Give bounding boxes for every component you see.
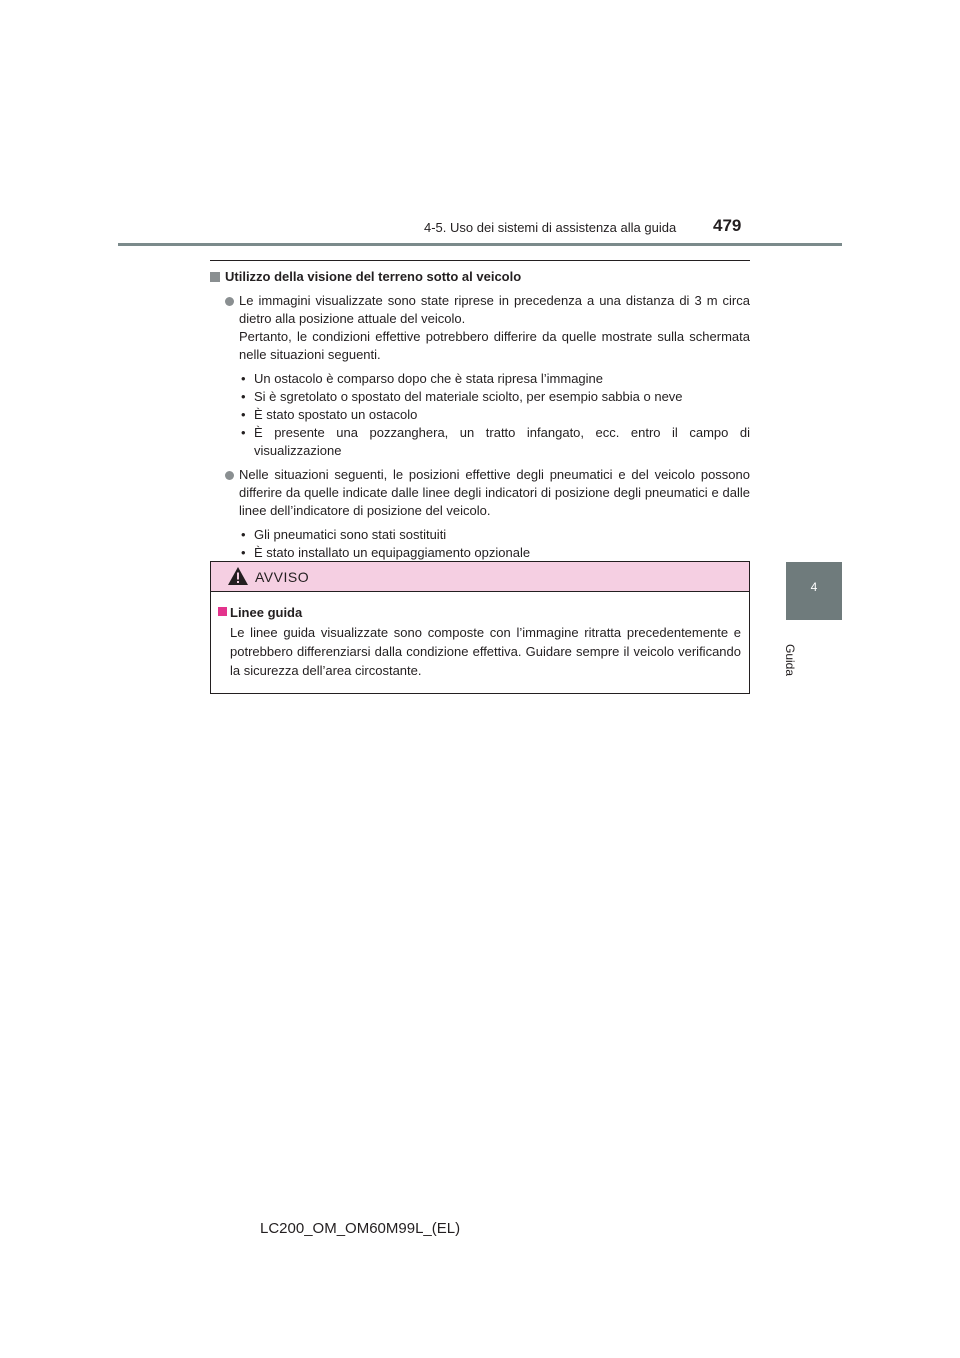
chapter-tab bbox=[786, 562, 842, 620]
list-item: • Un ostacolo è comparso dopo che è stata ripresa l’immagine bbox=[241, 371, 604, 386]
list-bullet: • bbox=[241, 545, 246, 560]
list-bullet: • bbox=[241, 425, 246, 440]
warning-heading bbox=[218, 603, 741, 622]
list-item: • È stato spostato un ostacolo bbox=[241, 407, 418, 422]
list-item: • Gli pneumatici sono stati sostituiti bbox=[241, 527, 447, 542]
list-item: • È stato installato un equipaggiamento opzionale bbox=[241, 545, 531, 560]
bullet-paragraph-2 bbox=[210, 466, 750, 520]
warning-header bbox=[211, 562, 749, 592]
pink-square-icon bbox=[218, 607, 227, 616]
warning-body bbox=[218, 603, 741, 680]
section-rule bbox=[210, 260, 750, 261]
page-number: 479 bbox=[713, 216, 742, 235]
footer-document-code: LC200_OM_OM60M99L_(EL) bbox=[260, 1220, 461, 1237]
header-section-title: 4-5. Uso dei sistemi di assistenza alla guida bbox=[424, 220, 677, 235]
bullet-paragraph-1 bbox=[210, 292, 750, 364]
section-heading bbox=[210, 268, 750, 286]
list-item: • Si è sgretolato o spostato del materiale sciolto, per esempio sabbia o neve bbox=[241, 389, 683, 404]
chapter-label-area bbox=[783, 632, 843, 677]
warning-title: AVVISO bbox=[255, 569, 310, 585]
warning-text: Le linee guida visualizzate sono composte con l’immagine ritratta precedentemente e potrebbero differenziarsi dalla condizione effettiva. Guidare sempre il veicolo verificando la sicurezza dell’area circostante. bbox=[230, 625, 741, 678]
chapter-number: 4 bbox=[810, 580, 818, 594]
list-bullet: • bbox=[241, 527, 246, 542]
bullet-1-list bbox=[210, 370, 750, 460]
list-bullet: • bbox=[241, 371, 246, 386]
list-item: • È presente una pozzanghera, un tratto infangato, ecc. entro il campo di visualizzazione bbox=[241, 425, 750, 458]
circle-bullet-icon bbox=[225, 471, 234, 480]
warning-box bbox=[210, 561, 750, 694]
circle-bullet-icon bbox=[225, 297, 234, 306]
bullet-1-text-2: Pertanto, le condizioni effettive potrebbero differire da quelle mostrate sulla schermata nelle situazioni seguenti. bbox=[239, 329, 750, 362]
warning-heading-text: Linee guida bbox=[230, 605, 303, 620]
square-bullet-icon bbox=[210, 272, 220, 282]
list-bullet: • bbox=[241, 407, 246, 422]
section-heading-text: Utilizzo della visione del terreno sotto al veicolo bbox=[225, 269, 522, 284]
list-bullet: • bbox=[241, 389, 246, 404]
warning-triangle-icon bbox=[227, 566, 249, 586]
bullet-1-text-1: Le immagini visualizzate sono state riprese in precedenza a una distanza di 3 m circa dietro alla posizione attuale del veicolo. bbox=[239, 293, 750, 326]
bullet-2-list bbox=[210, 526, 750, 562]
bullet-2-text: Nelle situazioni seguenti, le posizioni effettive degli pneumatici e del veicolo possono differire da quelle indicate dalle linee degli indicatori di posizione degli pneumatici e dalle linee dell’indicatore di posizione del veicolo. bbox=[239, 467, 750, 518]
header-rule bbox=[118, 243, 842, 246]
main-content bbox=[210, 268, 750, 568]
chapter-label: Guida bbox=[783, 644, 797, 677]
